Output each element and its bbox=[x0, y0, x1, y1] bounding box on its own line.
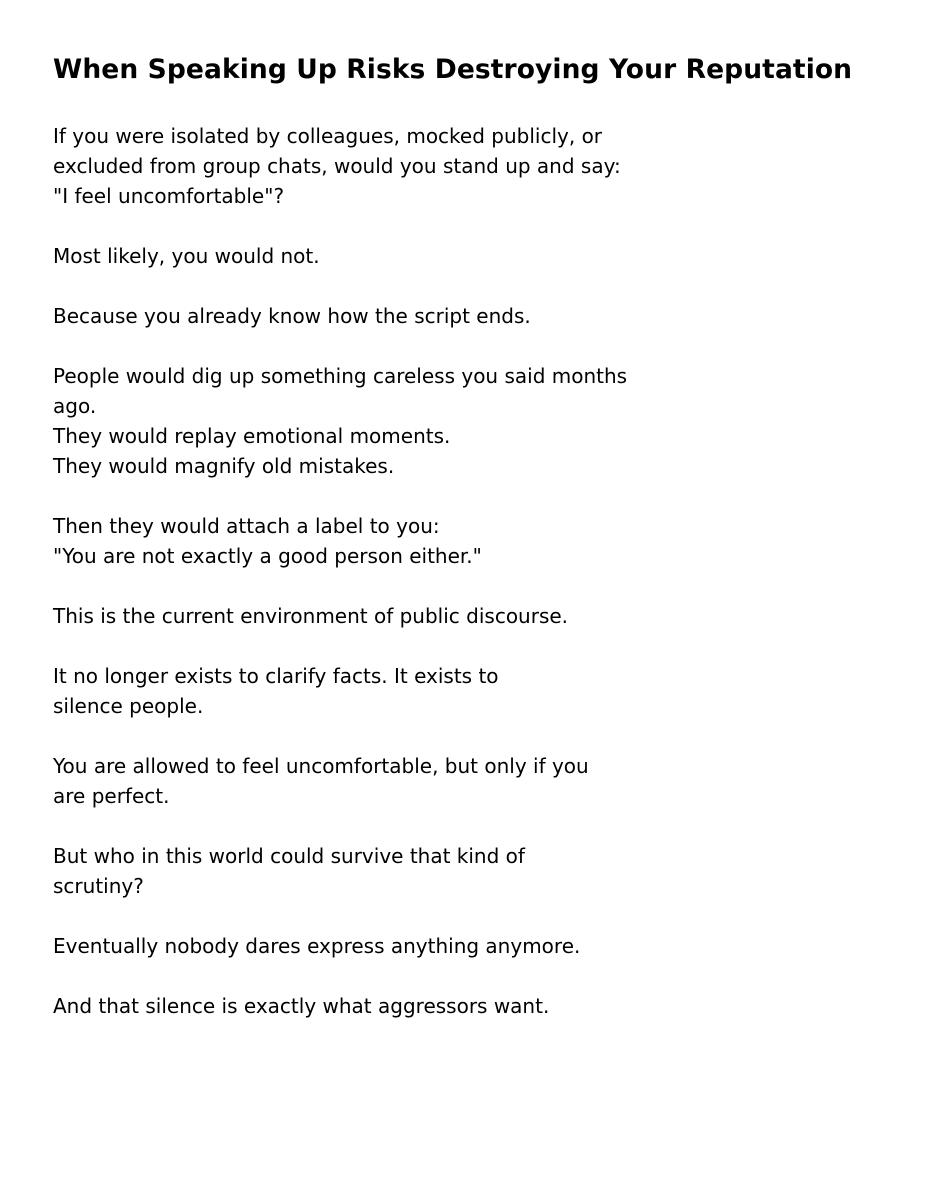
paragraph-line: They would magnify old mistakes. bbox=[53, 454, 395, 478]
paragraph-line: silence people. bbox=[53, 694, 204, 718]
paragraph-line: But who in this world could survive that kind of bbox=[53, 844, 525, 868]
paragraph-line: They would replay emotional moments. bbox=[53, 424, 451, 448]
paragraph-line: And that silence is exactly what aggressors want. bbox=[53, 994, 550, 1018]
paragraph-line: "You are not exactly a good person either." bbox=[53, 544, 482, 568]
paragraph-line: excluded from group chats, would you stand up and say: bbox=[53, 154, 621, 178]
paragraph bbox=[53, 841, 923, 901]
paragraph bbox=[53, 241, 923, 271]
paragraph-line: You are allowed to feel uncomfortable, but only if you bbox=[53, 754, 589, 778]
paragraph bbox=[53, 121, 923, 211]
paragraph bbox=[53, 361, 923, 481]
document-body bbox=[53, 121, 923, 1021]
paragraph bbox=[53, 601, 923, 631]
paragraph-line: This is the current environment of public discourse. bbox=[53, 604, 569, 628]
paragraph bbox=[53, 511, 923, 571]
document-title: When Speaking Up Risks Destroying Your Reputation bbox=[53, 54, 853, 85]
paragraph-line: Eventually nobody dares express anything anymore. bbox=[53, 934, 581, 958]
paragraph-line: Then they would attach a label to you: bbox=[53, 514, 440, 538]
paragraph-line: scrutiny? bbox=[53, 874, 144, 898]
paragraph-line: If you were isolated by colleagues, mocked publicly, or bbox=[53, 124, 603, 148]
paragraph-line: It no longer exists to clarify facts. It exists to bbox=[53, 664, 499, 688]
paragraph bbox=[53, 931, 923, 961]
paragraph-line: "I feel uncomfortable"? bbox=[53, 184, 285, 208]
paragraph-line: Because you already know how the script ends. bbox=[53, 304, 531, 328]
paragraph bbox=[53, 751, 923, 811]
paragraph-line: ago. bbox=[53, 394, 97, 418]
paragraph-line: are perfect. bbox=[53, 784, 170, 808]
paragraph-line: People would dig up something careless you said months bbox=[53, 364, 628, 388]
paragraph bbox=[53, 991, 923, 1021]
paragraph-line: Most likely, you would not. bbox=[53, 244, 320, 268]
paragraph bbox=[53, 301, 923, 331]
document-page bbox=[53, 50, 923, 1051]
paragraph bbox=[53, 661, 923, 721]
